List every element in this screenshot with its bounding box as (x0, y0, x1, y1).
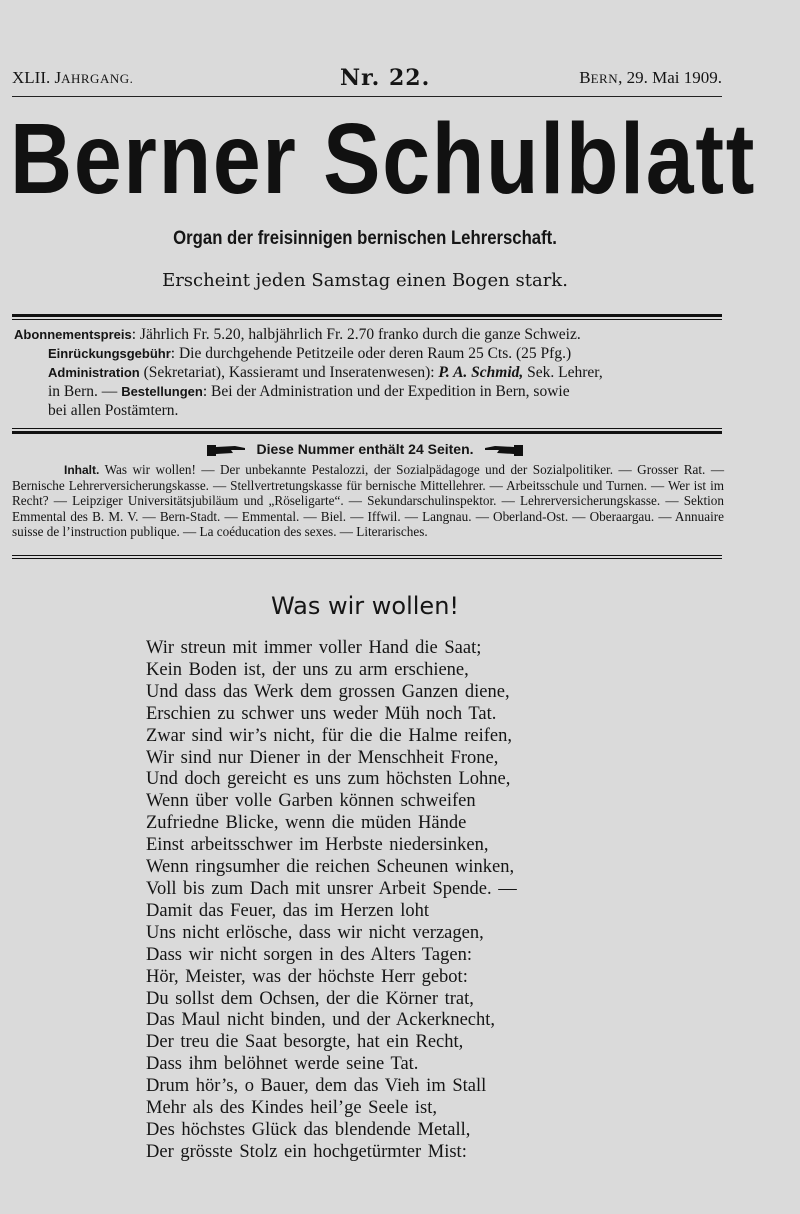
volume-prefix: XLII. J (12, 68, 62, 87)
orders-text: : Bei der Administration und der Expedition in Bern, sowie (202, 383, 570, 400)
volume-label (12, 68, 133, 88)
contents-text: Was wir wollen! — Der unbekannte Pestalozzi, der Sozialpädagoge und der Sozialpolitiker. — Grosser Rat. — Bernische Lehrerversicherungskasse. — Stellvertretungskasse für bernische Mittellehrer. — Arbeitsschule und Turnen. — Wer ist im Recht? — Leipziger Universitätsjubiläum und „Röseligarte“. — Sekundarschulinspektor. — Lehrerversicherungskasse. — Sektion Emmental des B. M. V. — Bern-Stadt. — Emmental. — Biel. — Iffwil. — Langnau. — Oberland-Ost. — Oberaargau. — Annuaire suisse de l’instruction publique. — La coéducation des sexes. — Literarisches. (12, 462, 725, 539)
poem-line: Mehr als des Kindes heil’ge Seele ist, (146, 1098, 437, 1119)
subtitle-text: Organ der freisinnigen bernischen Lehrerschaft. (173, 228, 557, 249)
administration-text: (Sekretariat), Kassieramt und Inseratenwesen): (139, 364, 439, 381)
place-date (579, 68, 722, 88)
table-of-contents (12, 462, 724, 539)
poem-line: Dass wir nicht sorgen in des Alters Tagen: (146, 944, 472, 965)
poem-line: Voll bis zum Dach mit unsrer Arbeit Spende. — (146, 878, 517, 899)
poem-line: Wir sind nur Diener in der Menschheit Frone, (146, 747, 499, 768)
publication-frequency: Erscheint jeden Samstag einen Bogen stark. (162, 270, 568, 291)
poem-line: Das Maul nicht binden, und der Ackerknecht, (146, 1010, 496, 1031)
poem-line: Und dass das Werk dem grossen Ganzen diene, (146, 681, 510, 702)
subscription-info (14, 325, 726, 420)
pointing-hand-left-icon (483, 443, 523, 457)
orders-prefix: in Bern. — (48, 383, 122, 400)
poem-line: Du sollst dem Ochsen, der die Körner trat, (146, 988, 474, 1009)
header-rule (12, 96, 722, 97)
poem-line: Wenn über volle Garben können schweifen (146, 791, 476, 812)
volume-rest: AHRGANG. (61, 71, 134, 86)
insertion-label: Einrückungsgebühr (48, 346, 171, 361)
rule-after-contents (12, 555, 722, 559)
insertion-text: : Die durchgehende Petitzeile oder deren Raum 25 Cts. (25 Pfg.) (170, 345, 572, 362)
masthead-title: Berner Schulblatt (10, 103, 757, 215)
poem-line: Wenn ringsumher die reichen Scheunen winken, (146, 857, 515, 878)
masthead-subtitle (0, 228, 730, 250)
poem-line: Zwar sind wir’s nicht, für die die Halme reifen, (146, 725, 513, 746)
administration-suffix: Sek. Lehrer, (523, 364, 603, 381)
page-count-notice (0, 441, 730, 457)
poem-line: Uns nicht erlösche, dass wir nicht verzagen, (146, 922, 484, 943)
poem-line: Einst arbeitsschwer im Herbste niedersinken, (146, 835, 489, 856)
pointing-hand-right-icon (207, 443, 247, 457)
orders-label: Bestellungen (121, 384, 203, 399)
poem-line: Des höchstes Glück das blendende Metall, (146, 1119, 471, 1140)
issue-date: , 29. Mai 1909. (618, 68, 722, 87)
poem-line: Damit das Feuer, das im Herzen loht (146, 900, 430, 921)
subscription-row (14, 325, 726, 344)
orders-cont-row: bei allen Postämtern. (48, 402, 179, 419)
administration-label: Administration (48, 365, 140, 380)
poem-line: Wir streun mit immer voller Hand die Saat; (146, 638, 482, 658)
article-title: Was wir wollen! (270, 592, 460, 620)
issue-header (12, 65, 722, 92)
insertion-row (14, 344, 726, 363)
poem-line: Zufriedne Blicke, wenn die müden Hände (146, 813, 467, 834)
rule-after-info (12, 428, 722, 434)
administration-row (14, 363, 726, 382)
poem-line: Drum hör’s, o Bauer, dem das Vieh im Stall (146, 1076, 487, 1097)
poem-line: Hör, Meister, was der höchste Herr gebot: (146, 966, 468, 987)
poem-line: Dass ihm belöhnet werde seine Tat. (146, 1054, 419, 1075)
poem-line: Erschien zu schwer uns weder Müh noch Tat. (146, 703, 497, 724)
poem-line: Der treu die Saat besorgte, hat ein Recht, (146, 1032, 464, 1053)
subscription-label: Abonnementspreis (14, 327, 132, 342)
orders-row (14, 382, 726, 401)
poem-line: Der grösste Stolz ein hochgetürmter Mist: (146, 1141, 467, 1162)
rule-after-masthead (12, 314, 722, 320)
administration-name: P. A. Schmid, (438, 364, 524, 381)
poem-line: Und doch gereicht es uns zum höchsten Lohne, (146, 769, 511, 790)
poem-line: Kein Boden ist, der uns zu arm erschiene, (146, 659, 469, 680)
issue-number: Nr. 22. (340, 65, 431, 91)
contents-label: Inhalt. (64, 463, 100, 477)
place-rest: ERN (590, 71, 619, 86)
subscription-text: : Jährlich Fr. 5.20, halbjährlich Fr. 2.70 franko durch die ganze Schweiz. (131, 326, 581, 343)
place-initial: B (579, 68, 591, 87)
page-count-text: Diese Nummer enthält 24 Seiten. (256, 441, 474, 457)
poem-body (146, 638, 606, 1164)
